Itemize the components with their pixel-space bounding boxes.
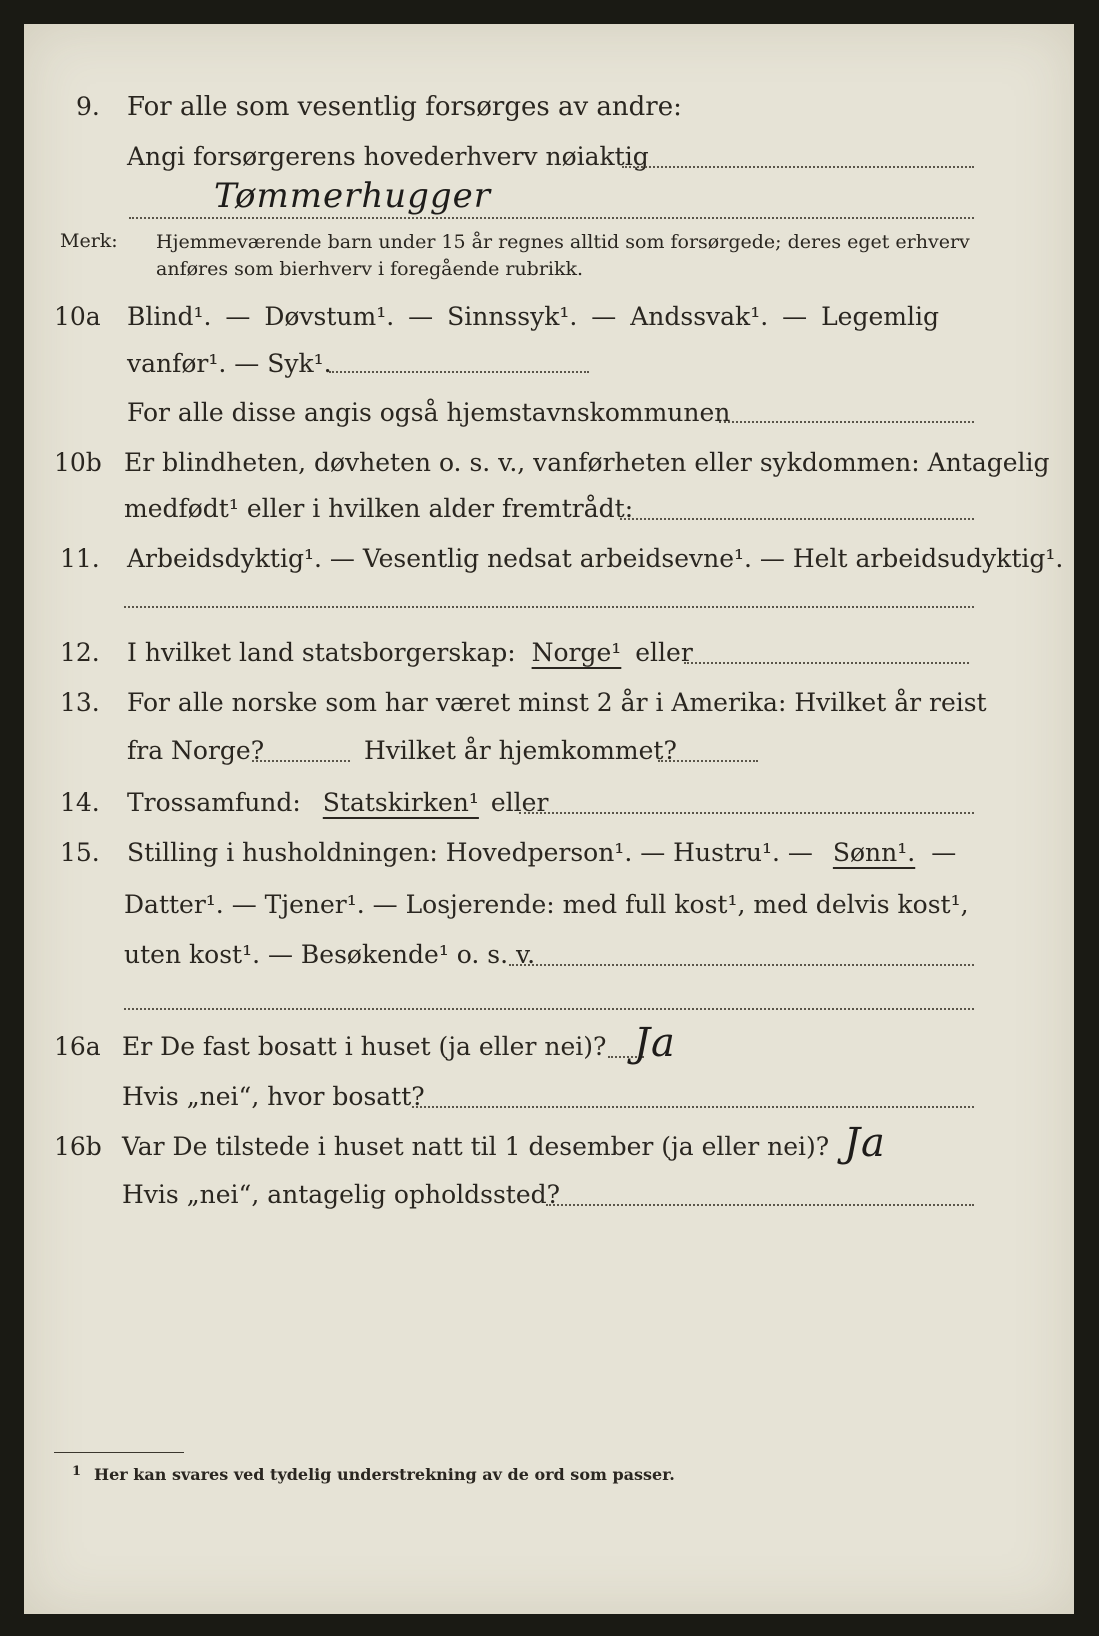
q11-answer-dotline: [124, 606, 974, 608]
q14-answer-dotline: [519, 812, 974, 814]
q9-answer-line2: [129, 217, 974, 219]
q16b-number: 16b: [54, 1132, 102, 1161]
q15-question-line2: Datter¹. — Tjener¹. — Losjerende: med full kost¹, med delvis kost¹,: [124, 890, 969, 919]
q15-text-a: Stilling i husholdningen: Hovedperson¹. — Hustru¹. —: [127, 838, 813, 867]
q16b-question: Var De tilstede i huset natt til 1 desember (ja eller nei)?: [122, 1132, 830, 1161]
q10b-question-line2: medfødt¹ eller i hvilken alder fremtrådt:: [124, 494, 634, 523]
q16a-question-line2: Hvis „nei“, hvor bosatt?: [122, 1082, 425, 1111]
q16b-question-line2: Hvis „nei“, antagelig opholdssted?: [122, 1180, 561, 1209]
q13-question: For alle norske som har været minst 2 år i Amerika: Hvilket år reist: [127, 688, 987, 717]
note-text-line1: Hjemmeværende barn under 15 år regnes alltid som forsørgede; deres eget erhverv: [156, 231, 970, 253]
q14-question: [127, 788, 548, 818]
q9-handwritten-answer: Tømmerhugger: [214, 176, 492, 216]
q15-underlined-sonn: Sønn¹.: [832, 838, 916, 867]
q15-question: [127, 838, 956, 868]
q15-number: 15.: [60, 838, 100, 867]
q16a-handwritten-answer: Ja: [634, 1020, 676, 1066]
q10b-answer-dotline: [620, 518, 974, 520]
q13-returned-label: Hvilket år hjemkommet?: [364, 736, 677, 765]
q16a-residence-dotline: [412, 1106, 974, 1108]
census-form-page: [24, 24, 1074, 1614]
footnote-text: Her kan svares ved tydelig understrekning av de ord som passer.: [94, 1465, 675, 1484]
q14-underlined-statskirken: Statskirken¹: [322, 788, 479, 817]
footnote-rule: [54, 1452, 184, 1453]
q13-returned-dotline: [658, 760, 758, 762]
q16b-location-dotline: [546, 1204, 974, 1206]
q14-number: 14.: [60, 788, 100, 817]
q13-number: 13.: [60, 688, 100, 717]
q10b-question: Er blindheten, døvheten o. s. v., vanførheten eller sykdommen: Antagelig: [124, 448, 1050, 477]
q16a-question: Er De fast bosatt i huset (ja eller nei)?: [122, 1032, 607, 1061]
note-text-line2: anføres som bierhverv i foregående rubrikk.: [156, 258, 584, 280]
q16b-handwritten-answer: Ja: [844, 1120, 886, 1166]
q10b-number: 10b: [54, 448, 102, 477]
q15-answer-dotline: [509, 964, 974, 966]
q9-number: 9.: [76, 92, 100, 121]
q12-underlined-norge: Norge¹: [531, 638, 622, 667]
q10a-question: Blind¹. — Døvstum¹. — Sinnssyk¹. — Andssvak¹. — Legemlig: [127, 302, 939, 331]
q11-number: 11.: [60, 544, 100, 573]
q11-question: Arbeidsdyktig¹. — Vesentlig nedsat arbeidsevne¹. — Helt arbeidsudyktig¹.: [127, 544, 1064, 573]
q14-label: Trossamfund:: [127, 788, 301, 817]
q10a-number: 10a: [54, 302, 101, 331]
footnote-mark: 1: [72, 1464, 82, 1479]
q12-question-text: I hvilket land statsborgerskap:: [127, 638, 516, 667]
q12-answer-dotline: [684, 662, 969, 664]
q12-eller: eller: [635, 638, 693, 667]
q13-departed-dotline: [252, 760, 350, 762]
q15-question-line3: uten kost¹. — Besøkende¹ o. s. v.: [124, 940, 536, 969]
q10a-question-line3: For alle disse angis også hjemstavnskommunen: [127, 398, 731, 427]
q16a-number: 16a: [54, 1032, 101, 1061]
q10a-answer-dotline: [329, 371, 589, 373]
q14-eller: eller: [490, 788, 549, 817]
q9-answer-dotline: [622, 166, 974, 168]
q10a-home-dotline: [719, 421, 974, 423]
q9-question-line2: Angi forsørgerens hovederhverv nøiaktig: [127, 142, 649, 171]
q15-answer-line2: [124, 1008, 974, 1010]
q12-number: 12.: [60, 638, 100, 667]
q9-question: For alle som vesentlig forsørges av andre:: [127, 92, 682, 122]
q15-dash: —: [931, 838, 957, 867]
q12-question: [127, 638, 693, 668]
q10a-question-line2: vanfør¹. — Syk¹.: [127, 349, 332, 378]
q13-departed-label: fra Norge?: [127, 736, 265, 765]
note-label: Merk:: [60, 230, 118, 252]
